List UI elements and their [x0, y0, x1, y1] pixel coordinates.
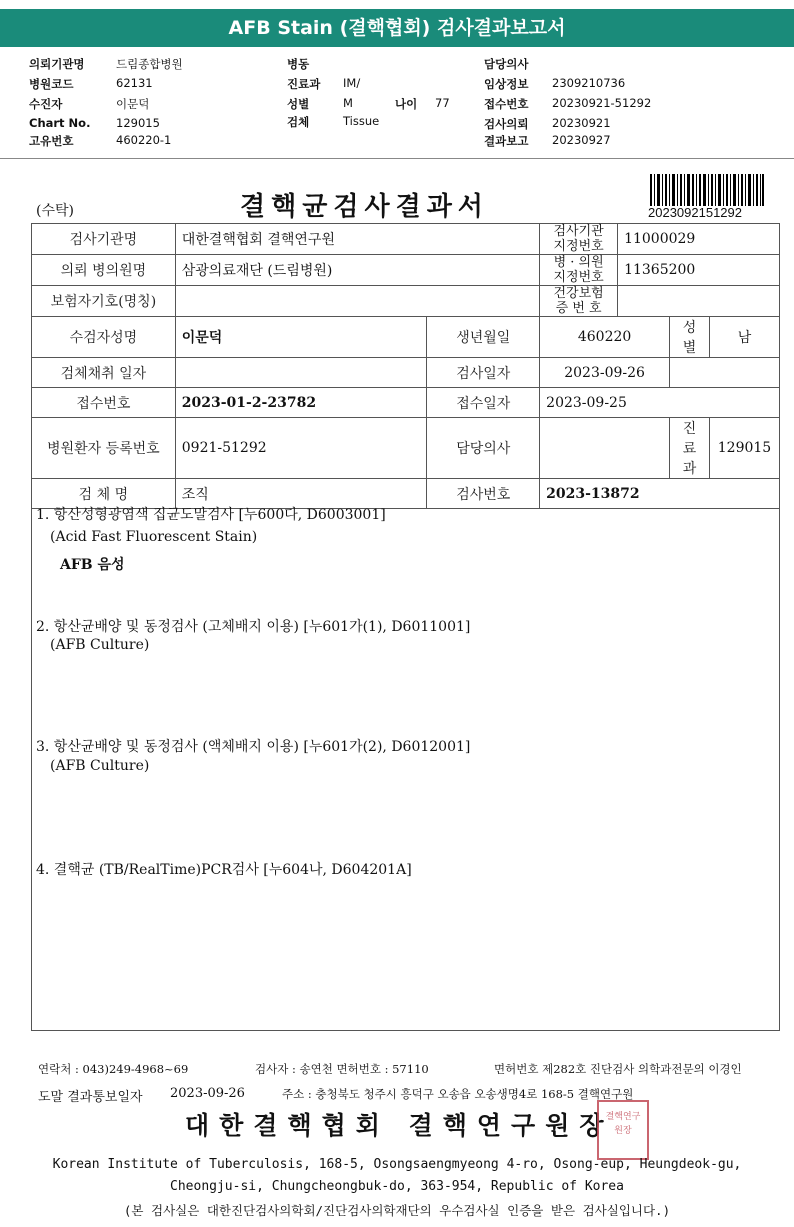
label-patient: 수진자 — [29, 97, 63, 111]
empty-cell — [670, 358, 780, 388]
label-report-date: 결과보고 — [484, 134, 529, 148]
report-banner-title: AFB Stain (결핵협회) 검사결과보고서 — [0, 9, 794, 47]
birth-date-value: 460220 — [540, 317, 670, 358]
label-request-date: 검사의뢰 — [484, 117, 529, 131]
insurance-no-value — [618, 286, 780, 317]
hospital-code-value: 11365200 — [618, 255, 780, 286]
testing-org-label: 검사기관명 — [32, 224, 176, 255]
label-unique-no: 고유번호 — [29, 134, 74, 148]
sex-value: 남 — [709, 317, 779, 358]
receipt-date-label: 접수일자 — [427, 388, 540, 418]
barcode-number: 2023092151292 — [648, 205, 742, 220]
label-sex: 성별 — [287, 97, 310, 111]
referring-hospital-label: 의뢰 병의원명 — [32, 255, 176, 286]
value-unique-no: 460220-1 — [116, 133, 172, 147]
patient-reg-no-label: 병원환자 등록번호 — [32, 418, 176, 479]
collection-date-label: 검체채취 일자 — [32, 358, 176, 388]
value-receipt-no: 20230921-51292 — [552, 96, 652, 110]
value-hospital-code: 62131 — [116, 76, 153, 90]
label-receipt-no: 접수번호 — [484, 97, 529, 111]
header-divider — [0, 158, 794, 159]
accession-no-label: 접수번호 — [32, 388, 176, 418]
table-row — [32, 255, 780, 286]
institute-address: 주소 : 충청북도 청주시 흥덕구 오송읍 오송생명4로 168-5 결핵연구원 — [282, 1087, 634, 1101]
value-request-date: 20230921 — [552, 116, 611, 130]
address-english-line-2: Cheongju-si, Chungcheongbuk-do, 363-954, Republic of Korea — [170, 1179, 624, 1194]
table-row — [32, 224, 780, 255]
label-age: 나이 — [395, 97, 418, 111]
hospital-code-label: 병 · 의원 지정번호 — [540, 255, 618, 286]
label-hospital-code: 병원코드 — [29, 77, 74, 91]
result-item-1-result: AFB 음성 — [60, 557, 125, 573]
testing-org-value: 대한결핵협회 결핵연구원 — [175, 224, 539, 255]
result-item-2-subtitle: (AFB Culture) — [50, 637, 150, 653]
table-row — [32, 358, 780, 388]
insurance-no-label: 건강보험 증 번 호 — [540, 286, 618, 317]
document-title: 결핵균검사결과서 — [240, 192, 489, 222]
value-report-date: 20230927 — [552, 133, 611, 147]
result-item-3-subtitle: (AFB Culture) — [50, 758, 150, 774]
attending-physician-label: 담당의사 — [427, 418, 540, 479]
test-date-label: 검사일자 — [427, 358, 540, 388]
institute-name: 대한결핵협회 결핵연구원장 — [185, 1111, 614, 1140]
address-english-line-1: Korean Institute of Tuberculosis, 168-5, Osongsaengmyeong 4-ro, Osong-eup, Heungdeok-gu, — [52, 1157, 742, 1172]
examinee-name-label: 수검자성명 — [32, 317, 176, 358]
result-item-2-title: 2. 항산균배양 및 동정검사 (고체배지 이용) [누601가(1), D6011001] — [36, 619, 471, 635]
label-clinical-info: 임상정보 — [484, 77, 529, 91]
collection-date-value — [175, 358, 427, 388]
result-item-3-title: 3. 항산균배양 및 동정검사 (액체배지 이용) [누601가(2), D6012001] — [36, 739, 471, 755]
results-box — [31, 482, 780, 1031]
testing-org-code-label: 검사기관 지정번호 — [540, 224, 618, 255]
result-item-1-title: 1. 항산성형광염색 집균도말검사 [누600다, D6003001] — [36, 507, 386, 523]
specimen-name-value: 조직 — [175, 479, 427, 509]
contact-number: 연락처 : 043)249-4968~69 — [38, 1062, 189, 1076]
testing-org-code-value: 11000029 — [618, 224, 780, 255]
result-item-1-subtitle: (Acid Fast Fluorescent Stain) — [50, 529, 258, 545]
accession-no-value: 2023-01-2-23782 — [175, 388, 427, 418]
table-row — [32, 388, 780, 418]
consignment-label: (수탁) — [36, 203, 74, 219]
value-sex: M — [343, 96, 353, 110]
smear-report-date-value: 2023-09-26 — [170, 1086, 245, 1101]
value-age: 77 — [435, 96, 450, 110]
certification-note: (본 검사실은 대한진단검사의학회/진단검사의학재단의 우수검사실 인증을 받은 검사실입니다.) — [123, 1203, 671, 1218]
patient-info-table — [31, 223, 780, 509]
patient-reg-no-value: 0921-51292 — [175, 418, 427, 479]
section-gap — [0, 160, 794, 172]
label-requesting-org: 의뢰기관명 — [29, 57, 85, 71]
referring-hospital-value: 삼광의료재단 (드림병원) — [175, 255, 539, 286]
examinee-name-value: 이문덕 — [175, 317, 427, 358]
label-ward: 병동 — [287, 57, 310, 71]
physician-license: 면허번호 제282호 진단검사 의학과전문의 이경인 — [494, 1062, 742, 1076]
value-department: IM/ — [343, 76, 361, 90]
test-date-value: 2023-09-26 — [540, 358, 670, 388]
department-label: 진료과 — [670, 418, 710, 479]
value-patient: 이문덕 — [116, 97, 150, 111]
value-requesting-org: 드림종합병원 — [116, 57, 183, 71]
label-department: 진료과 — [287, 77, 321, 91]
smear-report-date-label: 도말 결과통보일자 — [38, 1090, 143, 1105]
barcode — [650, 174, 764, 206]
label-physician: 담당의사 — [484, 57, 529, 71]
official-seal: 결핵연구원장 — [597, 1100, 649, 1160]
table-row — [32, 286, 780, 317]
insurer-label: 보험자기호(명칭) — [32, 286, 176, 317]
receipt-date-value: 2023-09-25 — [540, 388, 780, 418]
specimen-name-label: 검 체 명 — [32, 479, 176, 509]
table-row — [32, 418, 780, 479]
value-clinical-info: 2309210736 — [552, 76, 626, 90]
scanned-report-document — [0, 172, 794, 1217]
attending-physician-value — [540, 418, 670, 479]
test-no-value: 2023-13872 — [540, 479, 780, 509]
value-chart-no: 129015 — [116, 116, 160, 130]
department-value: 129015 — [709, 418, 779, 479]
examiner-info: 검사자 : 송연천 면허번호 : 57110 — [255, 1062, 429, 1076]
insurer-value — [175, 286, 539, 317]
table-row — [32, 317, 780, 358]
label-chart-no: Chart No. — [29, 116, 91, 130]
result-item-4-title: 4. 결핵균 (TB/RealTime)PCR검사 [누604나, D604201A] — [36, 862, 412, 878]
test-no-label: 검사번호 — [427, 479, 540, 509]
birth-date-label: 생년월일 — [427, 317, 540, 358]
sex-label: 성별 — [670, 317, 710, 358]
label-specimen: 검체 — [287, 115, 310, 129]
value-specimen: Tissue — [343, 114, 380, 128]
